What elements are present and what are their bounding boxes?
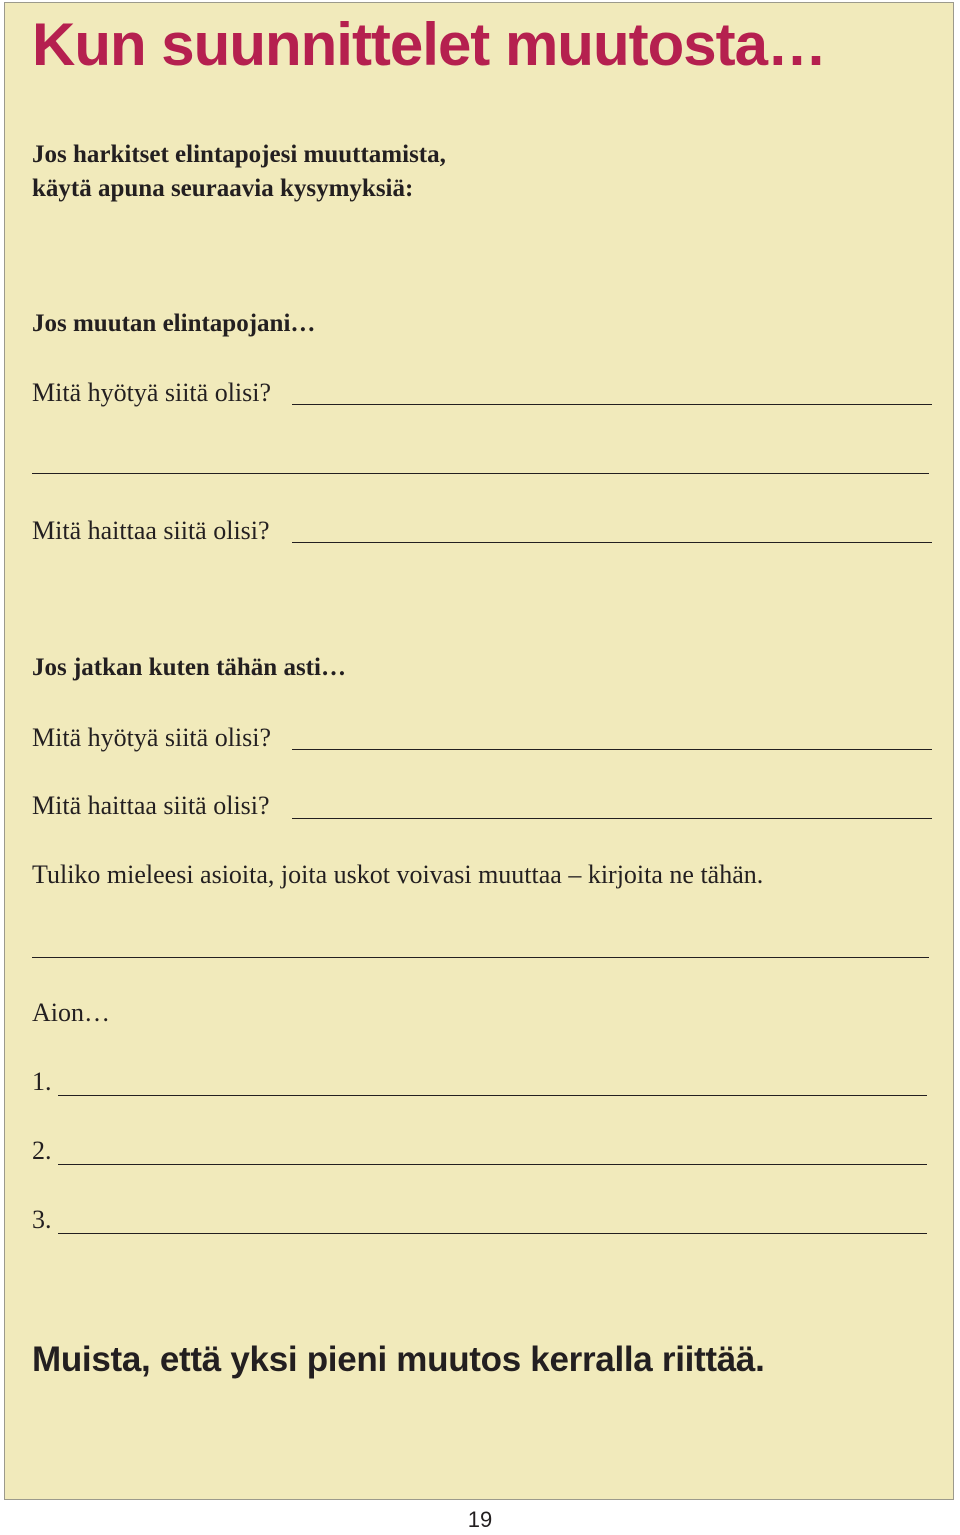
section1-harm-answer-line[interactable]	[292, 542, 932, 543]
change-prompt: Tuliko mieleesi asioita, joita uskot voivasi muuttaa – kirjoita ne tähän.	[32, 860, 764, 889]
change-answer-line[interactable]	[32, 957, 929, 958]
plan-item-3-line[interactable]	[58, 1233, 927, 1234]
section1-benefit-question: Mitä hyötyä siitä olisi?	[32, 378, 272, 407]
section2-benefit-question: Mitä hyötyä siitä olisi?	[32, 723, 272, 752]
plan-item-2-line[interactable]	[58, 1164, 927, 1165]
intro-text	[32, 138, 446, 206]
plan-item-2-number: 2.	[32, 1136, 52, 1165]
plan-item-3-number: 3.	[32, 1205, 52, 1234]
plan-item-1-number: 1.	[32, 1067, 52, 1096]
section1-harm-question: Mitä haittaa siitä olisi?	[32, 516, 270, 545]
intro-line-1: Jos harkitset elintapojesi muuttamista,	[32, 141, 446, 168]
reminder-text: Muista, että yksi pieni muutos kerralla riittää.	[32, 1340, 765, 1379]
section1-benefit-answer-line-2[interactable]	[32, 473, 929, 474]
section2-heading: Jos jatkan kuten tähän asti…	[32, 654, 346, 681]
plan-heading: Aion…	[32, 998, 110, 1027]
section2-harm-answer-line[interactable]	[292, 818, 932, 819]
section1-benefit-answer-line[interactable]	[292, 404, 932, 405]
section1-heading: Jos muutan elintapojani…	[32, 310, 316, 337]
page-title: Kun suunnittelet muutosta…	[32, 11, 826, 78]
section2-harm-question: Mitä haittaa siitä olisi?	[32, 791, 270, 820]
page-number: 19	[467, 1507, 493, 1532]
intro-line-2: käytä apuna seuraavia kysymyksiä:	[32, 175, 414, 202]
section2-benefit-answer-line[interactable]	[292, 749, 932, 750]
plan-item-1-line[interactable]	[58, 1095, 927, 1096]
